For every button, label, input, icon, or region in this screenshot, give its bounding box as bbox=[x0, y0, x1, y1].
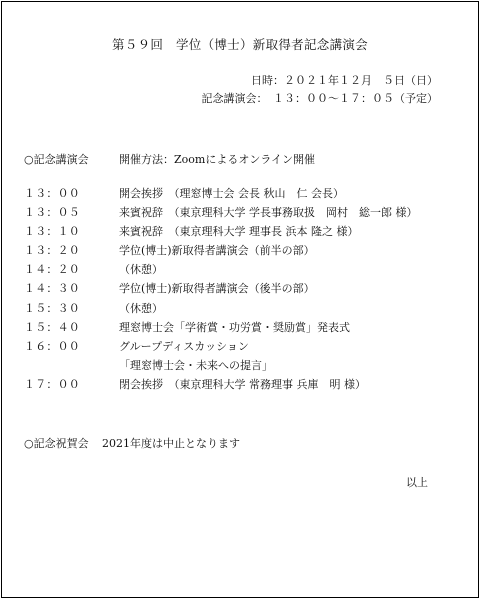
schedule-event: 学位(博士)新取得者講演会（前半の部） bbox=[119, 244, 315, 258]
schedule-event: 「理窓博士会・未来への提言」 bbox=[119, 358, 273, 372]
schedule-row bbox=[24, 261, 464, 280]
schedule-row bbox=[24, 357, 464, 376]
schedule-event: （休憩） bbox=[119, 263, 163, 277]
event-meta bbox=[202, 72, 439, 108]
schedule-time: １３：０５ bbox=[24, 206, 80, 220]
schedule-event: グループディスカッション bbox=[119, 339, 249, 353]
schedule-row bbox=[24, 280, 464, 299]
closing-mark: 以上 bbox=[406, 476, 428, 489]
schedule-row bbox=[24, 338, 464, 357]
schedule-row bbox=[24, 185, 464, 204]
schedule-row bbox=[24, 242, 464, 261]
schedule-time: １３：１０ bbox=[24, 225, 80, 239]
schedule-event: 来賓祝辞 （東京理科大学 学長事務取扱 岡村 総一郎 様） bbox=[119, 206, 418, 220]
schedule-time: １４：３０ bbox=[24, 282, 80, 296]
schedule-list bbox=[24, 185, 464, 395]
schedule-event: 開会挨拶 （理窓博士会 会長 秋山 仁 会長） bbox=[119, 187, 344, 200]
document-title: 第５９回 学位（博士）新取得者記念講演会 bbox=[111, 37, 368, 52]
schedule-event: 来賓祝辞 （東京理科大学 理事長 浜本 隆之 様） bbox=[119, 225, 359, 239]
schedule-time: １３：００ bbox=[24, 187, 80, 200]
schedule-event: 学位(博士)新取得者講演会（後半の部） bbox=[119, 282, 315, 296]
schedule-event: 閉会挨拶 （東京理科大学 常務理事 兵庫 明 様） bbox=[119, 377, 366, 391]
schedule-time: １５：４０ bbox=[24, 320, 80, 334]
celebration-text: 2021年度は中止となります bbox=[102, 437, 240, 450]
schedule-event: 理窓博士会「学術賞・功労賞・奨励賞」発表式 bbox=[119, 320, 350, 334]
lecture-method bbox=[24, 151, 315, 167]
schedule-time: １６：００ bbox=[24, 339, 80, 353]
schedule-time: １４：２０ bbox=[24, 263, 80, 277]
event-date: 日時：２０２１年１２月 ５日（日） bbox=[251, 74, 438, 87]
schedule-row bbox=[24, 319, 464, 338]
schedule-time: １７：００ bbox=[24, 377, 80, 391]
celebration-label: ○記念祝賀会 bbox=[24, 437, 89, 450]
schedule-time bbox=[24, 357, 119, 376]
schedule-row bbox=[24, 223, 464, 242]
lecture-method-label: ○記念講演会 bbox=[24, 153, 89, 166]
lecture-time: 記念講演会： １３：００～１７：０５（予定） bbox=[201, 92, 438, 105]
schedule-time: １３：２０ bbox=[24, 244, 80, 258]
schedule-row bbox=[24, 204, 464, 223]
schedule-row bbox=[24, 300, 464, 319]
document-page bbox=[1, 1, 479, 598]
celebration-notice bbox=[24, 435, 240, 451]
schedule-row bbox=[24, 376, 464, 395]
schedule-event: （休憩） bbox=[119, 301, 163, 315]
lecture-method-text: 開催方法：Zoomによるオンライン開催 bbox=[119, 153, 315, 166]
schedule-time: １５：３０ bbox=[24, 301, 80, 315]
